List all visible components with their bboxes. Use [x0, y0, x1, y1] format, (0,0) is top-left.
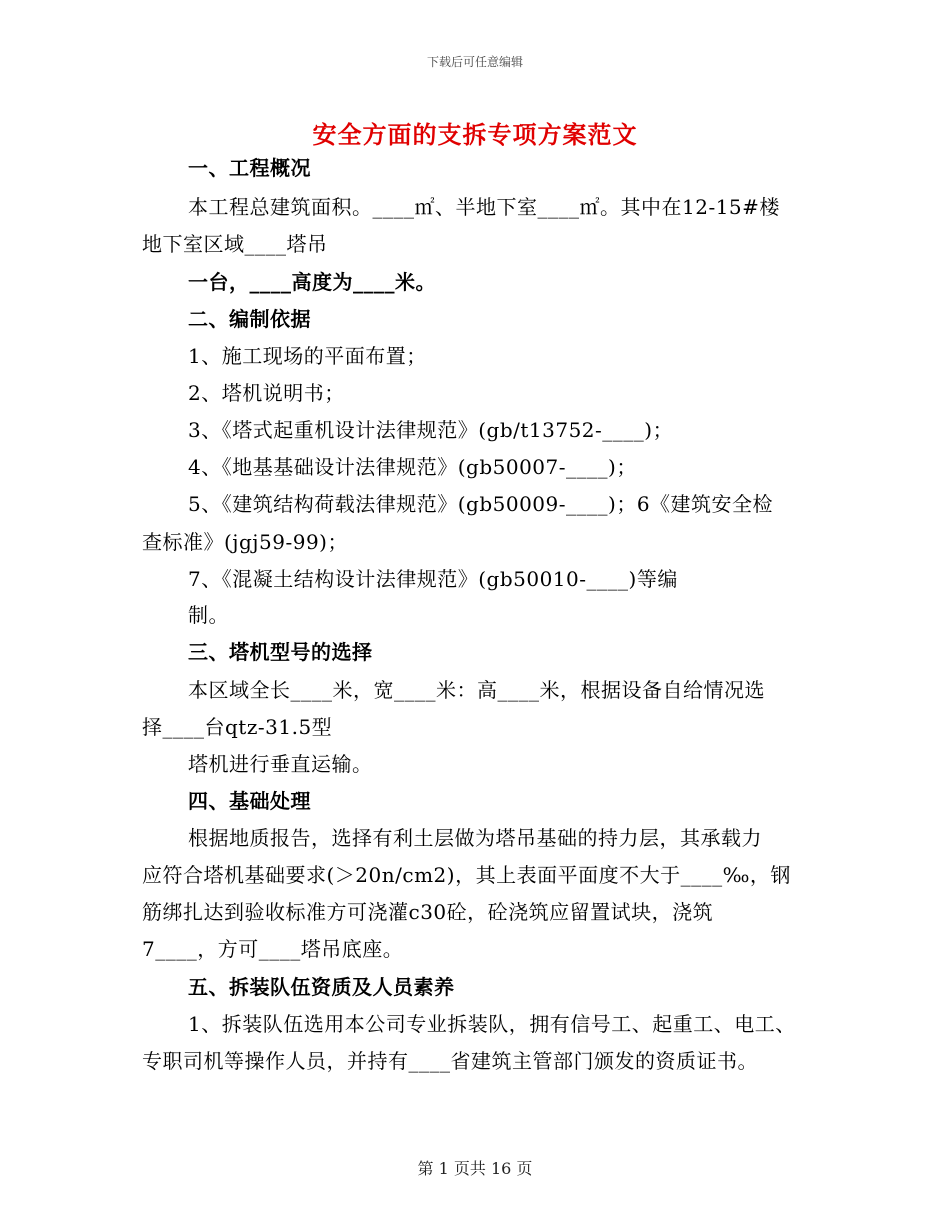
document-title: 安全方面的支拆专项方案范文: [312, 120, 638, 149]
list-item: 2、塔机说明书；: [188, 381, 345, 405]
paragraph-line: 本区域全长____米，宽____米：高____米，根据设备自给情况选: [188, 678, 765, 702]
paragraph-line: 塔机进行垂直运输。: [188, 752, 373, 776]
list-item-continuation: 制。: [188, 603, 229, 627]
list-item: 4、《地基基础设计法律规范》(gb50007-____)；: [188, 455, 637, 479]
paragraph-line: 1、拆装队伍选用本公司专业拆装队，拥有信号工、起重工、电工、: [188, 1012, 796, 1036]
paragraph-line: 根据地质报告，选择有利土层做为塔吊基础的持力层，其承载力: [188, 826, 762, 850]
header-note: 下载后可任意编辑: [426, 55, 523, 69]
paragraph-line: 筋绑扎达到验收标准方可浇灌c30砼，砼浇筑应留置试块，浇筑: [142, 900, 714, 924]
section-heading-4: 四、基础处理: [188, 789, 311, 813]
paragraph-line: 择____台qtz-31.5型: [142, 715, 333, 739]
list-item: 5、《建筑结构荷载法律规范》(gb50009-____)；6《建筑安全检: [188, 492, 774, 516]
section-heading-3: 三、塔机型号的选择: [188, 640, 373, 664]
paragraph-line: 应符合塔机基础要求(＞20n/cm2)，其上表面平面度不大于____‰，钢: [142, 863, 791, 887]
list-item: 7、《混凝土结构设计法律规范》(gb50010-____)等编: [188, 567, 678, 591]
list-item: 3、《塔式起重机设计法律规范》(gb/t13752-____)；: [188, 418, 674, 442]
section-heading-1: 一、工程概况: [188, 156, 311, 180]
list-item: 1、施工现场的平面布置；: [188, 344, 427, 368]
paragraph-line: 本工程总建筑面积。____㎡、半地下室____㎡。其中在12-15#楼: [188, 195, 780, 219]
section-heading-5: 五、拆装队伍资质及人员素养: [188, 975, 455, 999]
page-number-footer: 第 1 页共 16 页: [417, 1159, 533, 1178]
list-item-continuation: 查标准》(jgj59-99)；: [142, 530, 348, 554]
section-heading-2: 二、编制依据: [188, 307, 311, 331]
paragraph-line: 7____，方可____塔吊底座。: [142, 937, 404, 961]
paragraph-line: 一台，____高度为____米。: [188, 270, 436, 294]
paragraph-line: 地下室区域____塔吊: [142, 232, 328, 256]
paragraph-line: 专职司机等操作人员，并持有____省建筑主管部门颁发的资质证书。: [142, 1049, 758, 1073]
